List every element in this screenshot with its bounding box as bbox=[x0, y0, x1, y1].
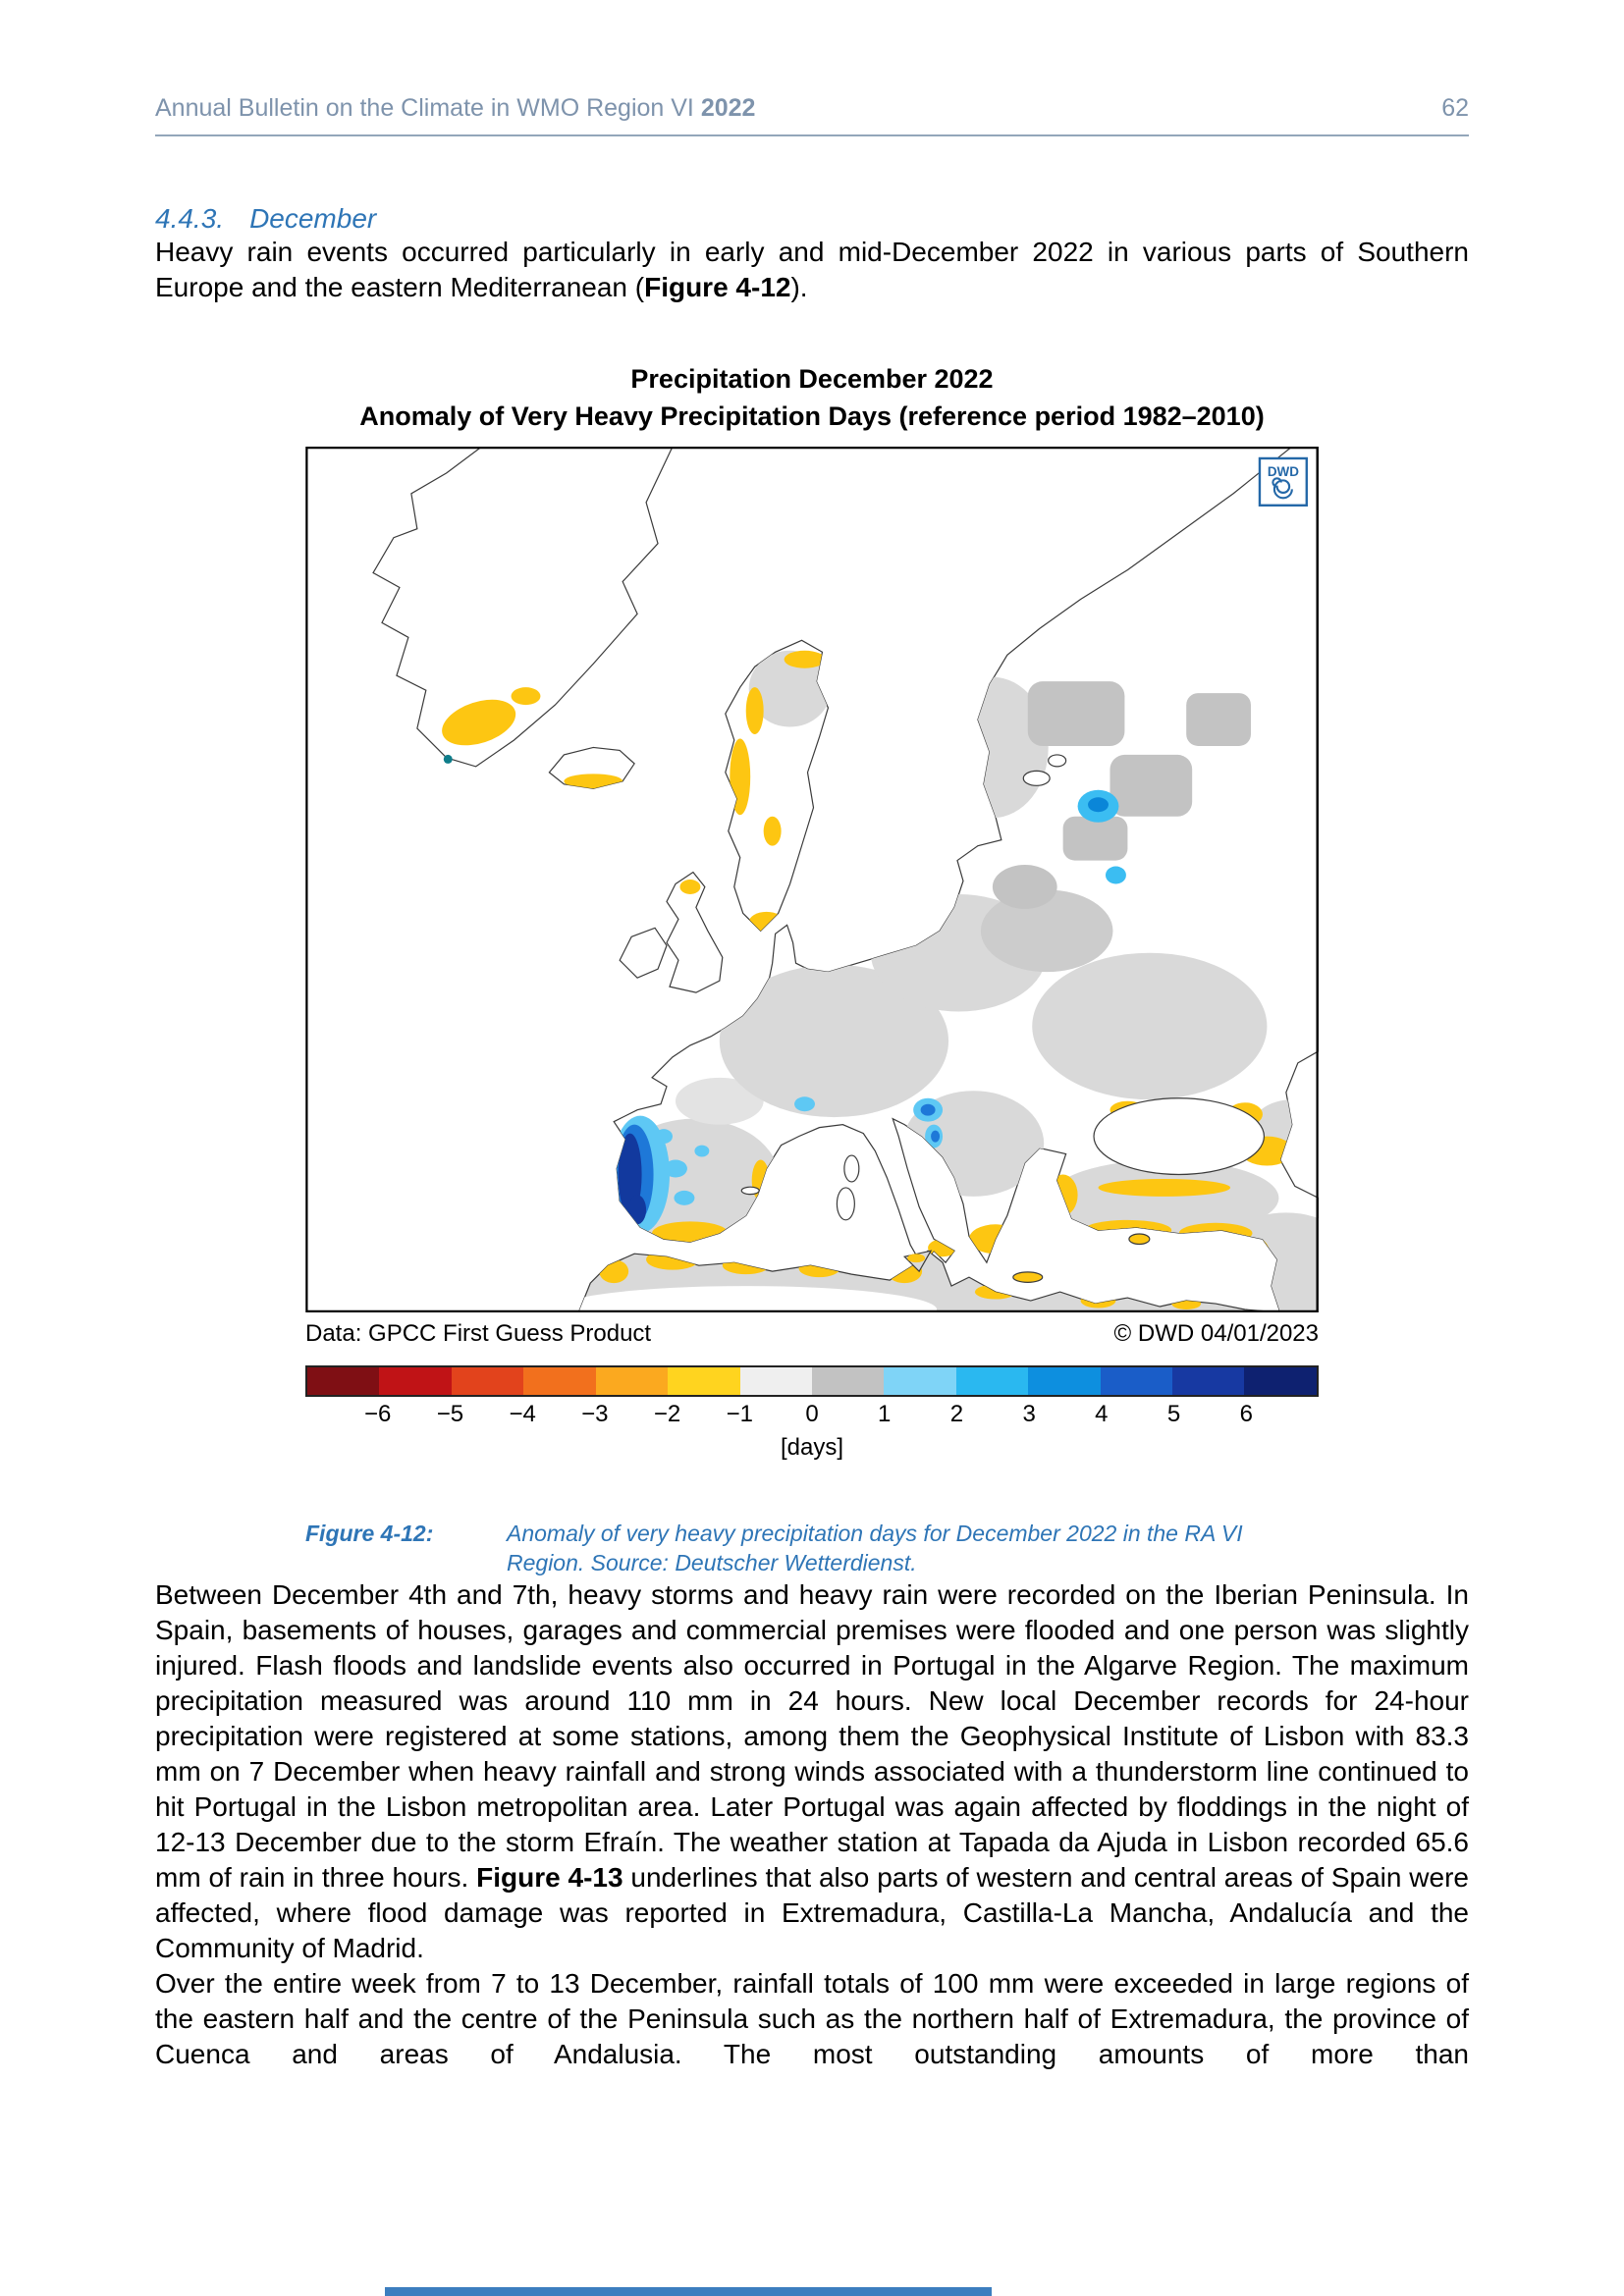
section-heading bbox=[155, 203, 1469, 235]
header-title-text: Annual Bulletin on the Climate in WMO Region VI bbox=[155, 94, 701, 122]
section-title: December bbox=[249, 203, 377, 234]
colorbar-segment bbox=[1101, 1367, 1172, 1395]
map-data-source: Data: GPCC First Guess Product bbox=[305, 1320, 652, 1347]
colorbar-tick-label: −2 bbox=[653, 1401, 681, 1427]
colorbar-tick-label: 4 bbox=[1095, 1401, 1109, 1427]
map-annotation-row bbox=[305, 1320, 1319, 1348]
colorbar-segment bbox=[1172, 1367, 1244, 1395]
colorbar-tick-label: 5 bbox=[1166, 1401, 1181, 1427]
colorbar-tick-label: 6 bbox=[1239, 1401, 1253, 1427]
colorbar-segment bbox=[884, 1367, 955, 1395]
colorbar-tick-label: 0 bbox=[805, 1401, 819, 1427]
colorbar-segment bbox=[307, 1367, 379, 1395]
dwd-logo bbox=[1260, 458, 1307, 506]
page-header bbox=[155, 94, 1469, 136]
greenland-tip-dot bbox=[444, 755, 453, 764]
colorbar-segment bbox=[596, 1367, 668, 1395]
colorbar-segment bbox=[452, 1367, 523, 1395]
header-title-year: 2022 bbox=[700, 94, 756, 122]
figure-title-line2: Anomaly of Very Heavy Precipitation Days (reference period 1982–2010) bbox=[359, 401, 1265, 431]
crete bbox=[1013, 1272, 1043, 1282]
dwd-logo-text: DWD bbox=[1267, 463, 1299, 479]
europe-map-svg bbox=[305, 447, 1319, 1312]
figure-caption-text: Anomaly of very heavy precipitation days for December 2022 in the RA VI Region. Source: Deutscher Wetterdienst. bbox=[507, 1521, 1243, 1575]
intro-text: Heavy rain events occurred particularly in early and mid-December 2022 in various parts of Southern Europe and the eastern Mediterranean ( bbox=[155, 237, 1469, 302]
page-number: 62 bbox=[1441, 94, 1469, 122]
colorbar-segment bbox=[668, 1367, 739, 1395]
colorbar-tick-label: −5 bbox=[436, 1401, 464, 1427]
colorbar-segment bbox=[740, 1367, 812, 1395]
colorbar-tick-label: 3 bbox=[1022, 1401, 1036, 1427]
figure-4-12 bbox=[305, 360, 1319, 1577]
figure-caption bbox=[305, 1519, 1319, 1577]
colorbar-segment bbox=[812, 1367, 884, 1395]
storms-text: Between December 4th and 7th, heavy storms and heavy rain were recorded on the Iberian Peninsula. In Spain, basements of houses, garages and commercial premises were flooded and one person was slightly injured. Flash floods and landslide events also occurred in Portugal in the Algarve Region. The maximum precipitation measured was around 110 mm in 24 hours. New local December records for 24-hour precipitation were registered at some stations, among them the Geophysical Institute of Lisbon with 83.3 mm on 7 December when heavy rainfall and strong winds associated with a thunderstorm line continued to hit Portugal in the Lisbon metropolitan area. Later Portugal was again affected by floddings in the night of 12-13 December due to the storm Efraín. The weather station at Tapada da Ajuda in Lisbon recorded 65.6 mm of rain in three hours. bbox=[155, 1579, 1469, 1893]
header-title bbox=[155, 94, 755, 123]
colorbar-segment bbox=[956, 1367, 1028, 1395]
colorbar-tick-label: 2 bbox=[949, 1401, 964, 1427]
colorbar-tick-label: 1 bbox=[878, 1401, 892, 1427]
paragraph-week-totals: Over the entire week from 7 to 13 December, rainfall totals of 100 mm were exceeded in large regions of the eastern half and the centre of the Peninsula such as the northern half of Extremadura, the province of Cuenca and areas of Andalusia. The most outstanding amounts of more than bbox=[155, 1968, 1469, 2069]
balearic-islands bbox=[741, 1187, 759, 1194]
colorbar-unit-label: [days] bbox=[780, 1434, 844, 1461]
colorbar-segment bbox=[1244, 1367, 1316, 1395]
lake-ladoga bbox=[1023, 771, 1050, 785]
black-sea bbox=[1094, 1098, 1264, 1175]
figure-reference: Figure 4-12 bbox=[644, 272, 791, 302]
lake-onega bbox=[1049, 755, 1066, 767]
colorbar-tick-label: −4 bbox=[509, 1401, 536, 1427]
figure-4-13-reference: Figure 4-13 bbox=[476, 1862, 623, 1893]
colorbar-segments bbox=[305, 1365, 1319, 1397]
colorbar-tick-label: −3 bbox=[581, 1401, 609, 1427]
colorbar-segment bbox=[523, 1367, 595, 1395]
scotland-yellow-patch bbox=[679, 880, 700, 894]
intro-paragraph bbox=[155, 235, 1469, 305]
corsica bbox=[844, 1155, 859, 1182]
sicily-yellow-patch bbox=[907, 1254, 925, 1262]
figure-title-line1: Precipitation December 2022 bbox=[630, 364, 994, 394]
colorbar-segment bbox=[379, 1367, 451, 1395]
sardinia bbox=[837, 1188, 854, 1220]
cyprus bbox=[1129, 1234, 1150, 1244]
colorbar-tick-label: −6 bbox=[364, 1401, 392, 1427]
map-copyright: © DWD 04/01/2023 bbox=[1113, 1320, 1319, 1347]
intro-text-end: ). bbox=[790, 272, 808, 302]
storms-text-end: underlines that also parts of western and central areas of Spain were affected, where flood damage was reported in Extremadura, Castilla-La Mancha, Andalucía and the Community of Madrid. bbox=[155, 1862, 1469, 1963]
paragraph-storms bbox=[155, 1577, 1469, 1966]
colorbar-tick-label: −1 bbox=[726, 1401, 753, 1427]
colorbar-segment bbox=[1028, 1367, 1100, 1395]
precipitation-anomaly-map bbox=[305, 447, 1319, 1312]
section-number: 4.4.3. bbox=[155, 203, 225, 234]
cropped-next-figure-edge bbox=[385, 2287, 992, 2296]
colorbar-ticks bbox=[305, 1401, 1319, 1432]
figure-caption-label: Figure 4-12: bbox=[305, 1521, 434, 1546]
